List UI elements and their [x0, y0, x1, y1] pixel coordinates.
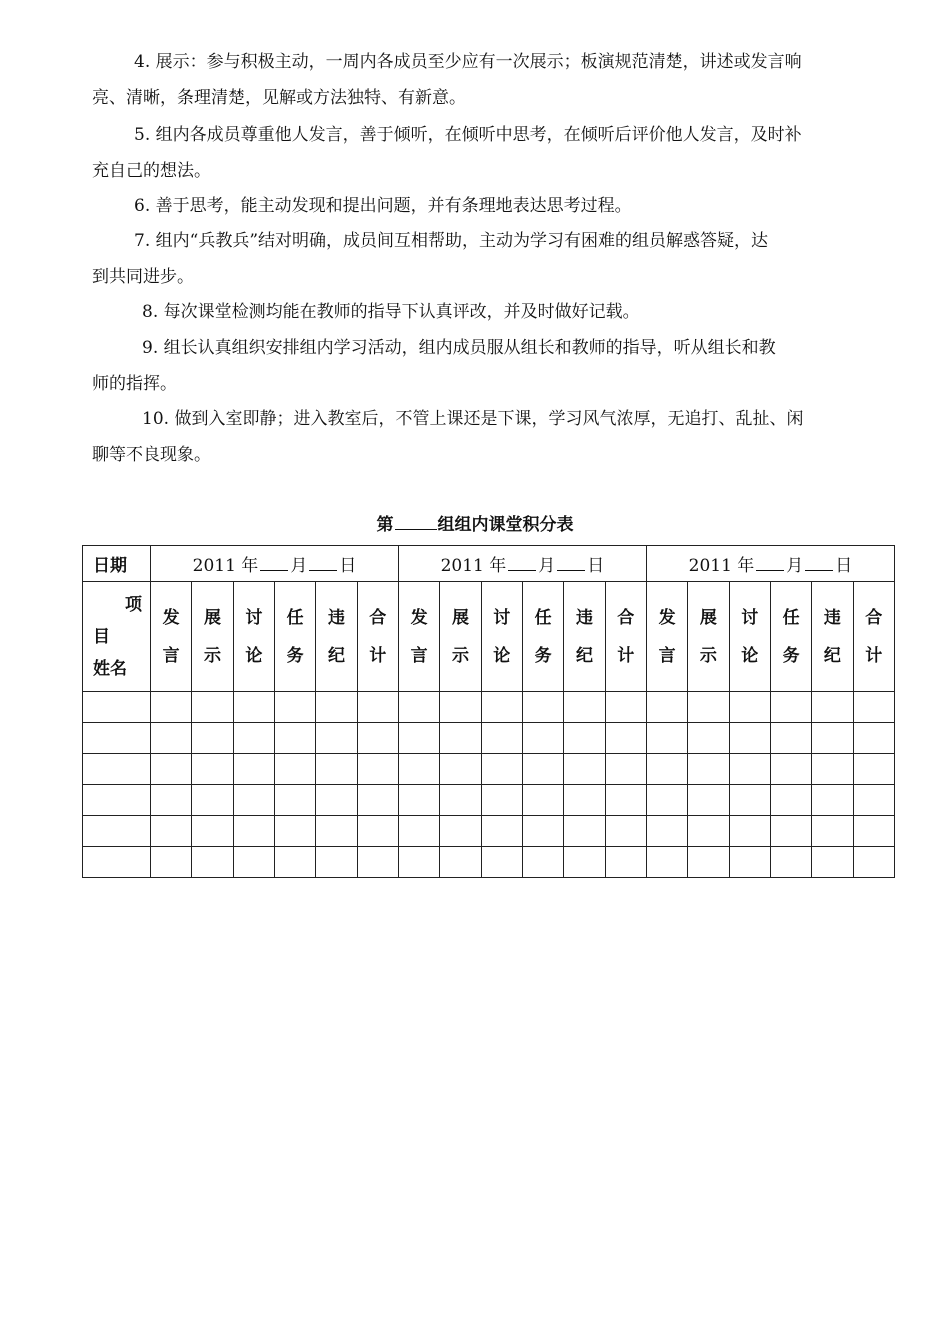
score-cell[interactable] [853, 723, 894, 754]
score-cell[interactable] [440, 754, 481, 785]
rule-text: 组内各成员尊重他人发言，善于倾听，在倾听中思考，在倾听后评价他人发言，及时补 [155, 125, 802, 145]
score-cell[interactable] [481, 723, 522, 754]
rule-paragraph-7 [92, 223, 862, 295]
date-cell-3 [646, 546, 894, 582]
item-header-cell [646, 582, 687, 692]
score-cell[interactable] [481, 692, 522, 723]
date-day: 日 [835, 556, 853, 576]
item-char-bottom: 论 [741, 645, 759, 666]
score-cell[interactable] [151, 785, 192, 816]
item-header-cell [853, 582, 894, 692]
item-char-top: 讨 [245, 607, 263, 628]
table-row [83, 847, 895, 878]
rule-paragraph-4 [92, 44, 862, 116]
score-cell[interactable] [316, 847, 357, 878]
item-char-bottom: 纪 [823, 645, 841, 666]
item-char-bottom: 示 [203, 645, 221, 666]
score-cell[interactable] [316, 785, 357, 816]
item-header-cell [233, 582, 274, 692]
score-cell[interactable] [605, 754, 646, 785]
score-cell[interactable] [481, 785, 522, 816]
date-month: 月 [538, 556, 556, 576]
score-cell[interactable] [192, 785, 233, 816]
name-cell[interactable] [83, 785, 151, 816]
item-char-top: 任 [782, 607, 800, 628]
item-char-bottom: 纪 [575, 645, 593, 666]
score-cell[interactable] [564, 692, 605, 723]
month-blank [260, 556, 288, 571]
date-year: 2011 年 [192, 556, 259, 576]
rule-number: 5. [134, 125, 151, 145]
score-cell[interactable] [274, 723, 315, 754]
score-cell[interactable] [192, 692, 233, 723]
table-row [83, 816, 895, 847]
item-char-top: 违 [327, 607, 345, 628]
rule-text: 组内“兵教兵”结对明确，成员间互相帮助，主动为学习有困难的组员解惑答疑，达 [155, 231, 769, 251]
item-char-top: 合 [865, 607, 883, 628]
item-header-row [83, 582, 895, 692]
rule-number: 7. [134, 231, 151, 251]
day-blank [309, 556, 337, 571]
item-header-cell [812, 582, 853, 692]
score-cell[interactable] [151, 723, 192, 754]
score-cell[interactable] [605, 692, 646, 723]
month-blank [756, 556, 784, 571]
score-cell[interactable] [274, 692, 315, 723]
rule-number: 8. [142, 302, 159, 322]
score-cell[interactable] [151, 816, 192, 847]
score-cell[interactable] [564, 723, 605, 754]
item-char-top: 发 [658, 607, 676, 628]
score-cell[interactable] [233, 754, 274, 785]
item-header-cell [564, 582, 605, 692]
rule-text: 展示：参与积极主动，一周内各成员至少应有一次展示；板演规范清楚，讲述或发言响 [155, 52, 802, 72]
item-char-bottom: 务 [782, 645, 800, 666]
corner-header-cell [83, 582, 151, 692]
score-cell[interactable] [316, 692, 357, 723]
item-header-cell [192, 582, 233, 692]
score-cell[interactable] [853, 785, 894, 816]
item-char-top: 违 [575, 607, 593, 628]
item-header-cell [522, 582, 563, 692]
score-cell[interactable] [522, 692, 563, 723]
score-cell[interactable] [812, 816, 853, 847]
score-cell[interactable] [440, 816, 481, 847]
rule-text-cont: 师的指挥。 [92, 374, 177, 394]
item-header-cell [357, 582, 398, 692]
score-cell[interactable] [440, 785, 481, 816]
item-char-bottom: 计 [369, 645, 387, 666]
item-char-bottom: 论 [493, 645, 511, 666]
item-char-top: 讨 [741, 607, 759, 628]
item-char-top: 发 [162, 607, 180, 628]
score-cell[interactable] [440, 692, 481, 723]
score-cell[interactable] [316, 723, 357, 754]
table-row [83, 692, 895, 723]
date-day: 日 [339, 556, 357, 576]
item-header-cell [440, 582, 481, 692]
score-cell[interactable] [605, 816, 646, 847]
table-row [83, 754, 895, 785]
corner-item-label: 项 [125, 595, 142, 615]
score-cell[interactable] [233, 692, 274, 723]
score-cell[interactable] [688, 816, 729, 847]
score-cell[interactable] [646, 847, 687, 878]
rule-paragraph-6 [92, 188, 862, 224]
rule-paragraph-10 [92, 401, 862, 473]
score-cell[interactable] [646, 754, 687, 785]
score-cell[interactable] [729, 692, 770, 723]
score-cell[interactable] [481, 754, 522, 785]
score-cell[interactable] [812, 754, 853, 785]
item-char-top: 任 [534, 607, 552, 628]
score-cell[interactable] [770, 816, 811, 847]
item-header-cell [729, 582, 770, 692]
date-month: 月 [290, 556, 308, 576]
score-cell[interactable] [770, 847, 811, 878]
date-month: 月 [786, 556, 804, 576]
score-cell[interactable] [192, 816, 233, 847]
item-header-cell [770, 582, 811, 692]
score-cell[interactable] [564, 754, 605, 785]
corner-mu-label: 目 [93, 627, 110, 647]
score-cell[interactable] [688, 692, 729, 723]
score-cell[interactable] [357, 723, 398, 754]
score-table [82, 545, 895, 878]
rule-number: 4. [134, 52, 151, 72]
rule-text: 善于思考，能主动发现和提出问题，并有条理地表达思考过程。 [155, 196, 632, 216]
score-cell[interactable] [398, 754, 439, 785]
item-header-cell [274, 582, 315, 692]
name-cell[interactable] [83, 723, 151, 754]
name-cell[interactable] [83, 692, 151, 723]
item-char-top: 展 [699, 607, 717, 628]
score-cell[interactable] [274, 754, 315, 785]
item-char-bottom: 计 [617, 645, 635, 666]
item-char-bottom: 务 [286, 645, 304, 666]
score-cell[interactable] [522, 816, 563, 847]
item-char-top: 任 [286, 607, 304, 628]
score-cell[interactable] [440, 847, 481, 878]
rule-number: 6. [134, 196, 151, 216]
score-cell[interactable] [853, 816, 894, 847]
score-cell[interactable] [481, 816, 522, 847]
score-cell[interactable] [646, 692, 687, 723]
score-cell[interactable] [729, 847, 770, 878]
month-blank [508, 556, 536, 571]
rule-paragraph-8 [92, 294, 862, 330]
score-cell[interactable] [646, 816, 687, 847]
rule-paragraph-9 [92, 330, 862, 402]
item-header-cell [316, 582, 357, 692]
score-cell[interactable] [274, 847, 315, 878]
score-cell[interactable] [357, 754, 398, 785]
score-cell[interactable] [812, 692, 853, 723]
item-char-bottom: 言 [658, 645, 676, 666]
item-header-cell [398, 582, 439, 692]
score-cell[interactable] [274, 816, 315, 847]
score-cell[interactable] [729, 785, 770, 816]
score-cell[interactable] [770, 723, 811, 754]
score-cell[interactable] [522, 723, 563, 754]
rule-number: 10. [142, 409, 170, 429]
score-cell[interactable] [853, 847, 894, 878]
score-cell[interactable] [688, 785, 729, 816]
score-cell[interactable] [481, 847, 522, 878]
rule-text: 每次课堂检测均能在教师的指导下认真评改，并及时做好记载。 [163, 302, 640, 322]
day-blank [557, 556, 585, 571]
score-cell[interactable] [605, 847, 646, 878]
score-cell[interactable] [770, 692, 811, 723]
score-cell[interactable] [812, 847, 853, 878]
item-char-bottom: 示 [699, 645, 717, 666]
score-cell[interactable] [729, 754, 770, 785]
score-cell[interactable] [151, 754, 192, 785]
score-cell[interactable] [357, 785, 398, 816]
score-cell[interactable] [398, 723, 439, 754]
score-cell[interactable] [770, 785, 811, 816]
item-char-top: 合 [617, 607, 635, 628]
score-cell[interactable] [688, 754, 729, 785]
group-number-blank [395, 513, 437, 530]
rule-text-cont: 充自己的想法。 [92, 161, 211, 181]
date-year: 2011 年 [688, 556, 755, 576]
score-cell[interactable] [564, 816, 605, 847]
item-char-top: 展 [451, 607, 469, 628]
score-cell[interactable] [605, 785, 646, 816]
item-char-top: 发 [410, 607, 428, 628]
table-row [83, 723, 895, 754]
name-cell[interactable] [83, 847, 151, 878]
day-blank [805, 556, 833, 571]
score-cell[interactable] [192, 847, 233, 878]
score-cell[interactable] [522, 754, 563, 785]
item-char-top: 违 [823, 607, 841, 628]
score-cell[interactable] [440, 723, 481, 754]
table-row [83, 785, 895, 816]
item-header-cell [688, 582, 729, 692]
title-prefix: 第 [376, 515, 394, 535]
score-cell[interactable] [357, 692, 398, 723]
score-cell[interactable] [233, 816, 274, 847]
date-header-row [83, 546, 895, 582]
item-char-bottom: 计 [865, 645, 883, 666]
score-cell[interactable] [564, 847, 605, 878]
score-cell[interactable] [151, 847, 192, 878]
score-cell[interactable] [316, 816, 357, 847]
item-char-top: 讨 [493, 607, 511, 628]
item-char-bottom: 示 [451, 645, 469, 666]
rule-text: 做到入室即静；进入教室后，不管上课还是下课，学习风气浓厚，无追打、乱扯、闲 [174, 409, 804, 429]
score-cell[interactable] [398, 692, 439, 723]
score-cell[interactable] [357, 816, 398, 847]
score-cell[interactable] [646, 785, 687, 816]
score-cell[interactable] [233, 785, 274, 816]
score-cell[interactable] [729, 723, 770, 754]
item-char-bottom: 纪 [327, 645, 345, 666]
score-cell[interactable] [522, 847, 563, 878]
rule-text: 组长认真组织安排组内学习活动，组内成员服从组长和教师的指导，听从组长和教 [163, 338, 776, 358]
rule-number: 9. [142, 338, 159, 358]
item-char-bottom: 务 [534, 645, 552, 666]
table-title [0, 511, 950, 539]
score-cell[interactable] [853, 754, 894, 785]
date-cell-1 [151, 546, 399, 582]
score-cell[interactable] [522, 785, 563, 816]
item-char-bottom: 论 [245, 645, 263, 666]
item-char-bottom: 言 [410, 645, 428, 666]
title-suffix: 组组内课堂积分表 [437, 515, 574, 535]
score-cell[interactable] [605, 723, 646, 754]
score-cell[interactable] [853, 692, 894, 723]
score-cell[interactable] [646, 723, 687, 754]
item-header-cell [605, 582, 646, 692]
rule-text-cont: 到共同进步。 [92, 267, 194, 287]
score-cell[interactable] [233, 723, 274, 754]
date-label: 日期 [83, 546, 151, 582]
score-cell[interactable] [812, 785, 853, 816]
score-cell[interactable] [564, 785, 605, 816]
item-char-top: 合 [369, 607, 387, 628]
item-char-top: 展 [203, 607, 221, 628]
date-cell-2 [398, 546, 646, 582]
corner-name-label: 姓名 [93, 659, 127, 679]
score-cell[interactable] [812, 723, 853, 754]
score-cell[interactable] [688, 723, 729, 754]
score-cell[interactable] [233, 847, 274, 878]
item-header-cell [151, 582, 192, 692]
rule-text-cont: 聊等不良现象。 [92, 445, 211, 465]
score-cell[interactable] [398, 816, 439, 847]
item-char-bottom: 言 [162, 645, 180, 666]
rule-paragraph-5 [92, 117, 862, 189]
score-cell[interactable] [192, 754, 233, 785]
score-cell[interactable] [192, 723, 233, 754]
date-day: 日 [587, 556, 605, 576]
score-cell[interactable] [770, 754, 811, 785]
score-cell[interactable] [357, 847, 398, 878]
item-header-cell [481, 582, 522, 692]
name-cell[interactable] [83, 816, 151, 847]
score-cell[interactable] [274, 785, 315, 816]
date-year: 2011 年 [440, 556, 507, 576]
score-cell[interactable] [729, 816, 770, 847]
score-cell[interactable] [398, 847, 439, 878]
score-cell[interactable] [316, 754, 357, 785]
rule-text-cont: 亮、清晰，条理清楚，见解或方法独特、有新意。 [92, 88, 466, 108]
score-cell[interactable] [398, 785, 439, 816]
score-cell[interactable] [688, 847, 729, 878]
name-cell[interactable] [83, 754, 151, 785]
score-cell[interactable] [151, 692, 192, 723]
